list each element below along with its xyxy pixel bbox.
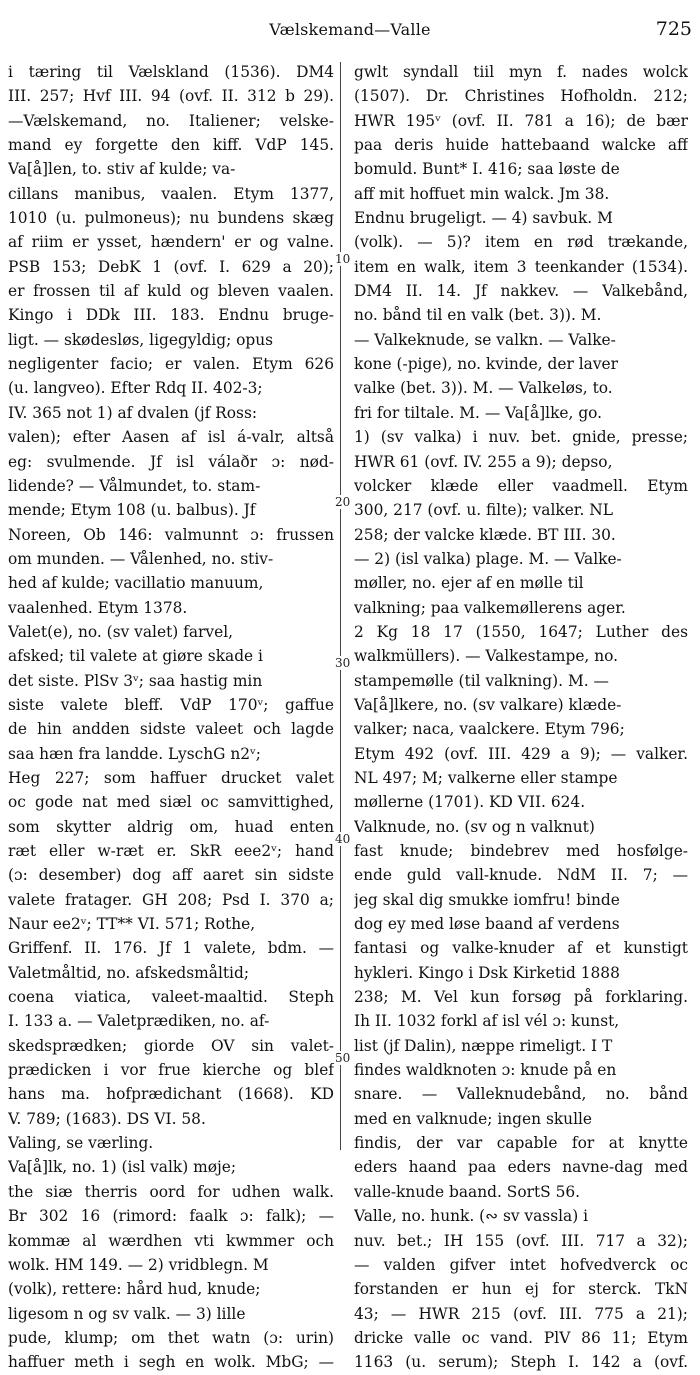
right-column-line: fast knude; bindebrev med hosfølge- — [354, 842, 688, 860]
line-number-50: 50 — [335, 1051, 351, 1065]
right-column-line: 238; M. Vel kun forsøg på forklaring. — [354, 988, 688, 1007]
left-column-line: de hin andden sidste valeet och lagde — [8, 720, 334, 739]
right-column-line: dricke valle oc vand. PlV 86 11; Etym — [354, 1328, 688, 1347]
right-column-line: valkning; paa valkemøllerens ager. — [354, 598, 626, 617]
left-column-line: Noreen, Ob 146: valmunnt ɔ: frussen — [8, 525, 334, 544]
right-column-line: Va[å]lkere, no. (sv valkare) klæde- — [354, 695, 622, 714]
left-column-line: saa hæn fra landde. LyschG n2ᵛ; — [8, 744, 261, 763]
right-column-line: (volk). — 5)? item en rød trækande, — [354, 233, 688, 252]
left-column-line: som skytter aldrig om, huad enten — [8, 817, 334, 836]
right-column-line: møller, no. ejer af en mølle til — [354, 574, 584, 593]
right-column-line: snare. — Valleknudebånd, no. bånd — [354, 1085, 688, 1104]
right-column-line: bomuld. Bunt* I. 416; saa løste de — [354, 160, 620, 179]
left-column-line: lidende? — Vålmundet, to. stam- — [8, 476, 261, 495]
left-column-line: wolk. HM 149. — 2) vridblegn. M — [8, 1255, 269, 1274]
right-column-line: 1163 (u. serum); Steph I. 142 a (ovf. — [354, 1353, 688, 1372]
left-column-line: haffuer meth i segh en wolk. MbG; — — [8, 1353, 334, 1372]
left-column-line: siste valete bleff. VdP 170ᵛ; gaffue — [8, 695, 334, 714]
left-column-line: pude, klump; om thet watn (ɔ: urin) — [8, 1328, 334, 1347]
right-column-line: Etym 492 (ovf. III. 429 a 9); — valker. — [354, 744, 688, 763]
page-header — [0, 18, 700, 46]
left-column-line: cillans manibus, vaalen. Etym 1377, — [8, 184, 334, 203]
right-column-line: findes waldknoten ɔ: knude på en — [354, 1061, 617, 1080]
left-column-line: mand ey forgette den kiff. VdP 145. — [8, 136, 334, 155]
right-column-line: — valden gifver intet hofvedverck oc — [354, 1255, 688, 1274]
right-column-line: Valle, no. hunk. (∾ sv vassla) i — [354, 1207, 589, 1226]
left-column-line: hans ma. hofprædichant (1668). KD — [8, 1085, 334, 1104]
left-column-line: hed af kulde; vacillatio manuum, — [8, 574, 264, 593]
running-head: Vælskemand—Valle — [269, 20, 431, 39]
right-column-line: hykleri. Kingo i Dsk Kirketid 1888 — [354, 963, 620, 982]
right-column-line: — 2) (isl valka) plage. M. — Valke- — [354, 549, 622, 568]
left-column-line: valete fratager. GH 208; Psd I. 370 a; — [8, 890, 334, 909]
right-column-line: 2 Kg 18 17 (1550, 1647; Luther des — [354, 622, 688, 641]
right-column — [354, 60, 688, 1375]
line-number-40: 40 — [335, 832, 351, 846]
column-divider — [340, 62, 341, 1150]
left-column-line: the siæ therris oord for udhen walk. — [8, 1182, 334, 1201]
left-column-line: vaalenhed. Etym 1378. — [8, 598, 188, 617]
left-column-line: valen); efter Aasen af isl á-valr, altså — [8, 428, 334, 447]
right-column-line: (1507). Dr. Christines Hofholdn. 212; — [354, 87, 688, 106]
right-column-line: gwlt syndall tiil myn f. nades wolck — [354, 63, 688, 81]
left-column-line: Valetmåltid, no. afskedsmåltid; — [8, 963, 250, 982]
right-column-line: — Valkeknude, se valkn. — Valke- — [354, 330, 616, 349]
right-column-line: forstanden er hun ej for sterck. TkN — [354, 1280, 688, 1299]
right-column-line: Ih II. 1032 forkl af isl vél ɔ: kunst, — [354, 1012, 620, 1031]
right-column-line: nuv. bet.; IH 155 (ovf. III. 717 a 32); — [354, 1231, 688, 1250]
right-column-line: valker; naca, vaalckere. Etym 796; — [354, 720, 625, 739]
right-column-line: stampemølle (til valkning). M. — — [354, 671, 609, 690]
left-column-line: Naur ee2ᵛ; TT** VI. 571; Rothe, — [8, 915, 256, 934]
right-column-line: kone (-pige), no. kvinde, der laver — [354, 355, 618, 374]
left-column-line: —Vælskemand, no. Italiener; velske- — [8, 111, 334, 130]
line-number-10: 10 — [335, 252, 351, 266]
right-column-line: findis, der var capable for at knytte — [354, 1134, 688, 1153]
left-column-line: negligenter facio; er valen. Etym 626 — [8, 355, 334, 374]
right-column-line: volcker klæde eller vaadmell. Etym — [354, 476, 688, 495]
page-number: 725 — [655, 18, 692, 40]
left-column-line: V. 789; (1683). DS VI. 58. — [8, 1109, 206, 1128]
left-column-line: eg: svulmende. Jf isl válaðr ɔ: nød- — [8, 452, 334, 471]
right-column-line: aff mit hoffuet min walck. Jm 38. — [354, 184, 610, 203]
right-column-line: walkmüllers). — Valkestampe, no. — [354, 647, 619, 666]
right-column-line: ende guld vall-knude. NdM II. 7; — — [354, 866, 688, 885]
left-column-line: coena viatica, valeet-maaltid. Steph — [8, 988, 334, 1007]
left-column-line: Griffenf. II. 176. Jf 1 valete, bdm. — — [8, 939, 334, 958]
left-column-line: Valing, se værling. — [8, 1134, 154, 1153]
right-column-line: valle-knude baand. SortS 56. — [354, 1182, 581, 1201]
left-column-line: PSB 153; DebK 1 (ovf. I. 629 a 20); — [8, 257, 334, 276]
left-column-line: mende; Etym 108 (u. balbus). Jf — [8, 501, 256, 520]
left-column-line: ligt. — skødesløs, ligegyldig; opus — [8, 330, 274, 349]
right-column-line: møllerne (1701). KD VII. 624. — [354, 793, 586, 812]
left-column-line: er frossen til af kuld og bleven vaalen. — [8, 282, 334, 301]
left-column-line: om munden. — Vålenhed, no. stiv- — [8, 549, 274, 568]
right-column-line: 43; — HWR 215 (ovf. III. 775 a 21); — [354, 1304, 688, 1323]
right-column-line: item en walk, item 3 teenkander (1534). — [354, 257, 688, 276]
right-column-line: fri for tiltale. M. — Va[å]lke, go. — [354, 403, 603, 422]
left-column-line: Kingo i DDk III. 183. Endnu bruge- — [8, 306, 334, 325]
left-column-line: I. 133 a. — Valetprædiken, no. af- — [8, 1012, 270, 1031]
right-column-line: HWR 61 (ovf. IV. 255 a 9); depso, — [354, 452, 613, 471]
left-column-line: Valet(e), no. (sv valet) farvel, — [8, 622, 234, 641]
right-column-line: 1) (sv valka) i nuv. bet. gnide, presse; — [354, 428, 688, 447]
left-column-line: skedsprædken; giorde OV sin valet- — [8, 1036, 334, 1055]
right-column-line: no. bånd til en valk (bet. 3)). M. — [354, 306, 602, 325]
right-column-line: eders haand paa eders navne-dag med — [354, 1158, 688, 1177]
left-column — [8, 60, 334, 1375]
left-column-line: Va[å]lk, no. 1) (isl valk) møje; — [8, 1158, 237, 1177]
left-column-line: ligesom n og sv valk. — 3) lille — [8, 1304, 246, 1323]
left-column-line: kommæ al wærdhen vti kwmmer och — [8, 1231, 334, 1250]
right-column-line: 300, 217 (ovf. u. filte); valker. NL — [354, 501, 613, 520]
right-column-line: 258; der valcke klæde. BT III. 30. — [354, 525, 616, 544]
left-column-line: (volk), rettere: hård hud, knude; — [8, 1280, 261, 1299]
left-column-line: Br 302 16 (rimord: faalk ɔ: falk); — — [8, 1207, 334, 1226]
right-column-line: dog ey med løse baand af verdens — [354, 915, 620, 934]
right-column-line: fantasi og valke-knuder af et kunstigt — [354, 939, 688, 958]
left-column-line: (u. langveo). Efter Rdq II. 402-3; — [8, 379, 263, 398]
left-column-line: Heg 227; som haffuer drucket valet — [8, 768, 334, 787]
left-column-line: 1010 (u. pulmoneus); nu bundens skæg — [8, 209, 334, 228]
left-column-line: prædicken i vor frue kierche og blef — [8, 1061, 334, 1080]
line-number-20: 20 — [335, 495, 351, 509]
left-column-line: i tæring til Vælskland (1536). DM4 — [8, 63, 334, 81]
left-column-line: afsked; til valete at giøre skade i — [8, 647, 263, 666]
left-column-line: IV. 365 not 1) af dvalen (jf Ross: — [8, 403, 258, 422]
left-column-line: Va[å]len, to. stiv af kulde; va- — [8, 160, 236, 179]
left-column-line: oc gode nat med siæl oc samvittighed, — [8, 793, 334, 812]
right-column-line: med en valknude; ingen skulle — [354, 1109, 593, 1128]
right-column-line: valke (bet. 3)). M. — Valkeløs, to. — [354, 379, 613, 398]
line-number-30: 30 — [335, 656, 351, 670]
left-column-line: III. 257; Hvf III. 94 (ovf. II. 312 b 29). — [8, 87, 334, 106]
right-column-line: jeg skal dig smukke iomfru! binde — [354, 890, 620, 909]
right-column-line: Valknude, no. (sv og n valknut) — [354, 817, 595, 836]
left-column-line: det siste. PlSv 3ᵛ; saa hastig min — [8, 671, 263, 690]
left-column-line: (ɔ: desember) dog aff aaret sin sidste — [8, 866, 334, 885]
left-column-line: ræt eller w-ræt er. SkR eee2ᵛ; hand — [8, 842, 334, 860]
right-column-line: HWR 195ᵛ (ovf. II. 781 a 16); de bær — [354, 111, 688, 130]
right-column-line: DM4 II. 14. Jf nakkev. — Valkebånd, — [354, 282, 688, 301]
right-column-line: NL 497; M; valkerne eller stampe — [354, 768, 618, 787]
left-column-line: af riim er ysset, hændern' er og valne. — [8, 233, 334, 252]
right-column-line: paa deris huide hattebaand walcke aff — [354, 136, 688, 155]
right-column-line: list (jf Dalin), næppe rimeligt. I T — [354, 1036, 613, 1055]
right-column-line: Endnu brugeligt. — 4) savbuk. M — [354, 209, 613, 228]
